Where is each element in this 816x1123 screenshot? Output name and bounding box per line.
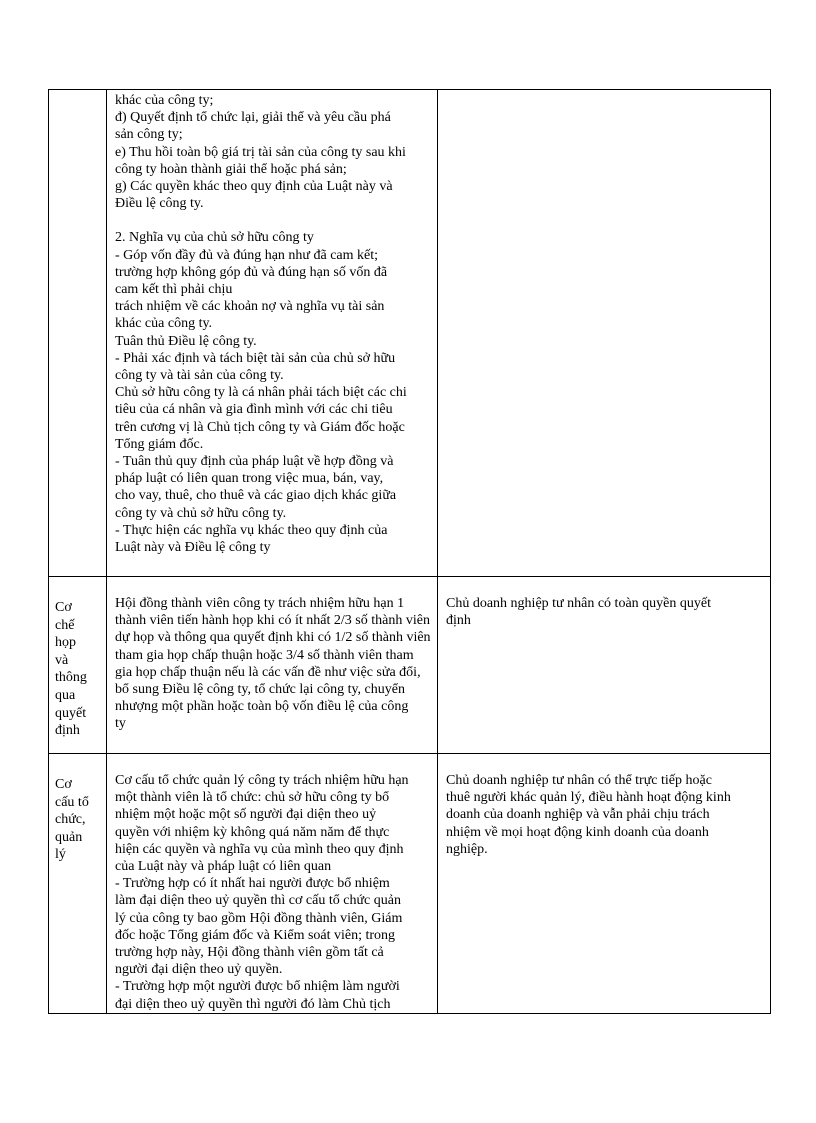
text-line: Chủ doanh nghiệp tư nhân có thể trực tiếp hoặc xyxy=(446,773,712,788)
text-line: ty xyxy=(115,716,126,732)
text-line: cấu tổ xyxy=(55,794,89,810)
dntn-cell xyxy=(438,577,771,754)
text-line: khác của công ty; xyxy=(115,93,214,108)
text-line: - Thực hiện các nghĩa vụ khác theo quy định của xyxy=(115,522,388,538)
text-line: nhượng một phần hoặc toàn bộ vốn điều lệ của công xyxy=(115,699,409,715)
text-line: bổ sung Điều lệ công ty, tổ chức lại công ty, chuyển xyxy=(115,682,405,698)
text-line: Tổng giám đốc. xyxy=(115,436,204,452)
text-line: nhiệm về mọi hoạt động kinh doanh của doanh xyxy=(446,824,709,840)
text-line: thành viên tiến hành họp khi có ít nhất 2/3 số thành viên xyxy=(115,613,430,629)
text-line: Điều lệ công ty. xyxy=(115,196,204,212)
text-line: khác của công ty. xyxy=(115,316,213,332)
text-line: chế xyxy=(55,617,75,633)
text-line: trường hợp không góp đủ và đúng hạn số vốn đã xyxy=(115,264,388,280)
text-line: của Luật này và pháp luật có liên quan xyxy=(115,859,332,875)
text-line: người đại diện theo uỷ quyền. xyxy=(115,962,283,978)
row-label-cell xyxy=(49,754,107,1014)
text-line: - Phải xác định và tách biệt tài sản của chủ sở hữu xyxy=(115,350,396,366)
tnhh-meeting-text xyxy=(107,577,437,733)
row-label-structure xyxy=(49,754,106,864)
text-line: nhiệm một hoặc một số người đại diện theo uỷ xyxy=(115,807,377,823)
text-line: đốc hoặc Tổng giám đốc và Kiểm soát viên; trong xyxy=(115,927,396,943)
text-line: thuê người khác quản lý, điều hành hoạt động kinh xyxy=(446,790,731,806)
text-line: công ty và tài sản của công ty. xyxy=(115,368,284,384)
table-row-management-structure xyxy=(49,754,771,1014)
tnhh-structure-text xyxy=(107,754,437,1013)
text-line: họp xyxy=(55,635,76,651)
dntn-meeting-text xyxy=(438,577,770,629)
text-line: chức, xyxy=(55,812,86,828)
text-line: qua xyxy=(55,687,76,703)
text-line: - Trường hợp có ít nhất hai người được bổ nhiệm xyxy=(115,876,390,892)
dntn-cell xyxy=(438,90,771,577)
text-line: lý xyxy=(55,847,66,863)
row-label-cell xyxy=(49,577,107,754)
row-label-meeting xyxy=(49,577,106,740)
text-line: gia họp chấp thuận nếu là các vấn đề như việc sửa đổi, xyxy=(115,664,421,680)
text-line: trường hợp này, Hội đồng thành viên gồm tất cả xyxy=(115,945,384,961)
text-line: - Góp vốn đầy đủ và đúng hạn như đã cam kết; xyxy=(115,247,379,263)
obligations-list xyxy=(115,229,433,556)
text-line: Hội đồng thành viên công ty trách nhiệm hữu hạn 1 xyxy=(115,596,405,611)
tnhh-cell xyxy=(107,754,438,1014)
text-line: cho vay, thuê, cho thuê và các giao dịch khác giữa xyxy=(115,488,397,504)
row-label-cell xyxy=(49,90,107,577)
text-line: g) Các quyền khác theo quy định của Luật này và xyxy=(115,179,393,195)
text-line: 2. Nghĩa vụ của chủ sở hữu công ty xyxy=(115,230,314,246)
text-line: một thành viên là tổ chức: chủ sở hữu công ty bổ xyxy=(115,790,390,806)
text-line: Tuân thủ Điều lệ công ty. xyxy=(115,333,257,349)
comparison-table xyxy=(48,89,771,1014)
text-line: trên cương vị là Chủ tịch công ty và Giám đốc hoặc xyxy=(115,419,405,435)
table-row-owner-obligations xyxy=(49,90,771,577)
text-line: - Trường hợp một người được bổ nhiệm làm người xyxy=(115,979,400,995)
text-line: quyết xyxy=(55,705,87,721)
text-line: công ty hoàn thành giải thể hoặc phá sản; xyxy=(115,161,347,177)
text-line: e) Thu hồi toàn bộ giá trị tài sản của công ty sau khi xyxy=(115,144,406,160)
text-line: cam kết thì phải chịu xyxy=(115,282,233,298)
text-line: thông xyxy=(55,670,87,686)
rights-list xyxy=(115,92,433,212)
text-line: công ty và chủ sở hữu công ty. xyxy=(115,505,287,521)
text-line: Cơ xyxy=(55,600,72,615)
paragraph-gap xyxy=(115,212,433,229)
dntn-cell xyxy=(438,754,771,1014)
text-line: sản công ty; xyxy=(115,127,183,143)
tnhh-cell xyxy=(107,577,438,754)
text-line: định xyxy=(446,613,471,629)
dntn-structure-text xyxy=(438,754,770,858)
text-line: và xyxy=(55,652,69,668)
text-line: nghiệp. xyxy=(446,841,488,857)
text-line: tiêu của cá nhân và gia đình mình với các chi tiêu xyxy=(115,402,393,418)
text-line: Luật này và Điều lệ công ty xyxy=(115,540,271,556)
text-line: hiện các quyền và nghĩa vụ của mình theo quy định xyxy=(115,841,404,857)
owner-rights-obligations-text xyxy=(107,90,437,556)
text-line: định xyxy=(55,723,80,739)
text-line: - Tuân thủ quy định của pháp luật về hợp đồng và xyxy=(115,454,394,470)
text-line: dự họp và thông qua quyết định khi có 1/2 số thành viên xyxy=(115,630,431,646)
text-line: quản xyxy=(55,829,83,845)
text-line: trách nhiệm về các khoản nợ và nghĩa vụ tài sản xyxy=(115,299,385,315)
text-line: lý của công ty bao gồm Hội đồng thành viên, Giám xyxy=(115,910,403,926)
table-row-meeting-mechanism xyxy=(49,577,771,754)
text-line: doanh của doanh nghiệp và vẫn phải chịu trách xyxy=(446,807,710,823)
text-line: đ) Quyết định tổ chức lại, giải thể và yêu cầu phá xyxy=(115,110,391,126)
text-line: quyền với nhiệm kỳ không quá năm năm để thực xyxy=(115,824,390,840)
text-line: đại diện theo uỷ quyền thì người đó làm Chủ tịch xyxy=(115,996,391,1012)
text-line: làm đại diện theo uỷ quyền thì cơ cấu tổ chức quản xyxy=(115,893,401,909)
text-line: Chủ doanh nghiệp tư nhân có toàn quyền quyết xyxy=(446,596,711,611)
tnhh-cell xyxy=(107,90,438,577)
text-line: tham gia họp chấp thuận hoặc 3/4 số thành viên tham xyxy=(115,647,414,663)
text-line: pháp luật có liên quan trong việc mua, bán, vay, xyxy=(115,471,384,487)
text-line: Cơ xyxy=(55,777,72,792)
text-line: Cơ cấu tổ chức quản lý công ty trách nhiệm hữu hạn xyxy=(115,773,409,788)
text-line: Chủ sở hữu công ty là cá nhân phải tách biệt các chi xyxy=(115,385,407,401)
